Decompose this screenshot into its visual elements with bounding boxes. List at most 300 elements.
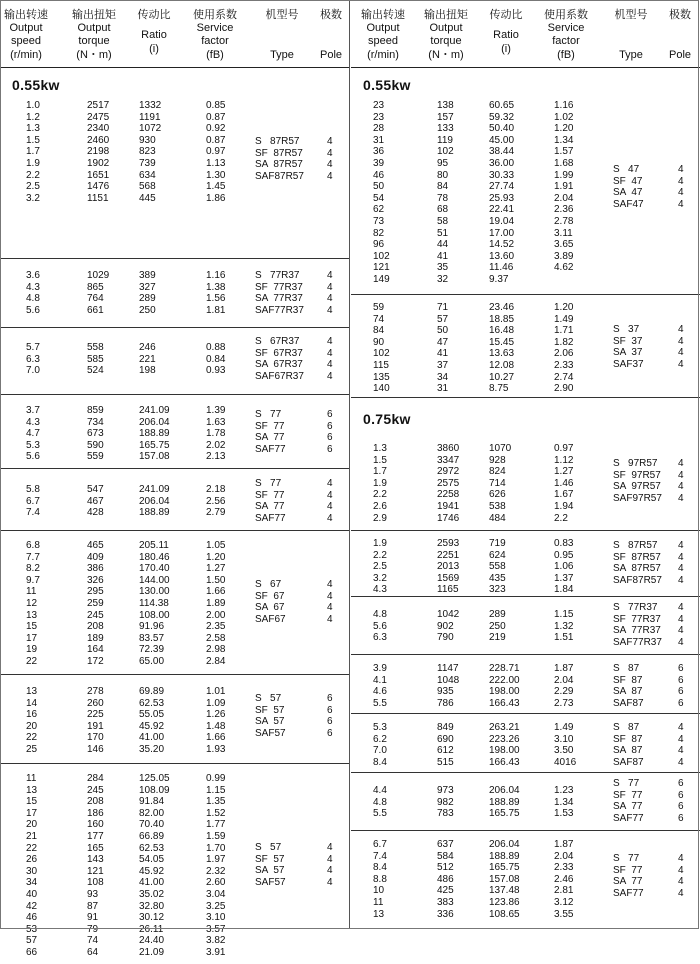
torque-cell: 558 [87,342,104,353]
ratio-cell: 206.04 [489,839,520,850]
speed-cell: 8.4 [373,756,387,768]
pole-value: 4 [678,469,684,481]
speed-cell: 11 [26,586,37,598]
speed-cell: 4.7 [26,428,40,440]
torque-cell: 902 [437,620,454,632]
factor-cell: 0.85 [206,100,226,111]
ratio-cell: 435 [489,572,506,584]
torque-cell: 2340 [87,123,110,135]
factor-cell: 3.65 [554,239,574,251]
speed-cell: 1.9 [373,477,387,489]
type-model: SAF57 [255,727,286,739]
speed-cell: 1.2 [26,111,40,123]
factor-cell: 2.90 [554,383,574,395]
motor-block [0,469,350,531]
ratio-cell: 198.00 [489,686,520,698]
ratio-cell: 27.74 [489,181,515,193]
torque-cell: 164 [87,644,104,656]
pole-value: 4 [678,347,684,359]
factor-cell: 2.33 [554,360,574,371]
header-type: 机型号 Type [614,8,648,61]
type-model: S 77 [255,478,282,489]
factor-cell: 1.56 [206,293,226,305]
speed-cell: 4.4 [373,785,387,796]
ratio-cell: 538 [489,501,506,512]
speed-cell: 22 [26,732,38,744]
type-model: SAF87R57 [255,170,304,182]
ratio-cell: 170.40 [139,563,170,575]
torque-cell: 47 [437,336,449,348]
speed-cell: 1.7 [373,466,387,478]
torque-cell: 157 [437,111,454,123]
factor-cell: 2.02 [206,439,226,451]
speed-cell: 57 [26,935,38,947]
motor-block [351,714,700,773]
factor-cell: 2.04 [554,674,574,686]
pole-value: 6 [327,727,333,739]
factor-cell: 2.84 [206,656,226,667]
factor-cell: 0.83 [554,538,574,549]
ratio-cell: 221 [139,353,156,365]
torque-cell: 95 [437,158,449,169]
torque-cell: 225 [87,709,104,721]
torque-cell: 1165 [437,584,459,596]
torque-cell: 661 [87,304,104,316]
ratio-cell: 206.04 [139,416,170,428]
factor-cell: 1.71 [554,325,574,337]
factor-cell: 2.36 [554,204,574,216]
ratio-cell: 114.38 [139,598,169,609]
speed-cell: 4.3 [26,281,40,293]
type-model: SF 57 [255,853,285,865]
speed-cell: 7.4 [26,507,40,519]
pole-value: 4 [327,501,333,513]
torque-cell: 465 [87,540,104,551]
ratio-cell: 108.09 [139,784,170,796]
power-rating: 0.55kw [12,77,60,93]
type-model: SA 67R37 [255,359,303,371]
pole-value: 4 [327,370,333,382]
ratio-cell: 1072 [139,123,162,135]
speed-cell: 4.3 [373,584,387,596]
pole-value: 4 [327,842,333,853]
ratio-cell: 55.05 [139,709,165,721]
speed-cell: 7.7 [26,551,40,563]
ratio-cell: 10.27 [489,371,515,383]
factor-cell: 1.46 [554,477,574,489]
motor-block [0,675,350,764]
factor-cell: 0.87 [206,134,226,146]
speed-cell: 9.7 [26,574,40,586]
torque-cell: 284 [87,773,104,784]
type-model: S 97R57 [613,458,658,469]
type-model: SA 87R57 [255,159,303,171]
pole-value: 6 [327,704,333,716]
type-model: SF 77 [255,489,285,501]
torque-cell: 409 [87,551,104,563]
speed-cell: 115 [373,360,389,371]
pole-value: 4 [678,551,684,563]
type-model: SF 77 [613,864,643,876]
speed-cell: 23 [373,111,385,123]
ratio-cell: 719 [489,538,506,549]
type-model: SAF77 [613,887,644,899]
ratio-cell: 123.86 [489,897,520,908]
torque-cell: 3860 [437,443,460,454]
speed-cell: 6.3 [373,632,387,644]
speed-cell: 16 [26,709,38,721]
torque-cell: 35 [437,262,449,274]
ratio-cell: 250 [139,304,156,316]
speed-cell: 25 [26,744,38,755]
ratio-cell: 125.05 [139,773,170,784]
torque-cell: 177 [87,831,104,842]
ratio-cell: 222.00 [489,674,520,686]
torque-cell: 186 [87,807,104,819]
ratio-cell: 66.89 [139,831,165,842]
speed-cell: 5.5 [373,697,387,709]
torque-cell: 425 [437,885,454,897]
factor-cell: 1.23 [554,785,574,796]
speed-cell: 13 [373,908,385,920]
pole-value: 4 [678,722,684,733]
factor-cell: 0.92 [206,123,226,135]
factor-cell: 1.06 [554,561,574,573]
factor-cell: 2.60 [206,877,226,889]
torque-cell: 32 [437,274,449,285]
ratio-cell: 188.89 [139,507,170,519]
type-model: S 77R37 [613,602,658,613]
header-torque: 输出扭矩 Output torque (N・m) [72,8,116,61]
ratio-cell: 157.08 [139,451,170,463]
pole-value: 4 [327,304,333,316]
torque-cell: 734 [87,416,104,428]
factor-cell: 1.16 [554,100,574,111]
type-model: SF 77R37 [255,281,303,293]
ratio-cell: 327 [139,281,156,293]
torque-cell: 515 [437,756,454,768]
factor-cell: 1.15 [554,609,574,620]
torque-cell: 1476 [87,181,110,193]
factor-cell: 1.57 [554,146,574,158]
torque-cell: 71 [437,302,449,313]
torque-cell: 1029 [87,270,110,281]
speed-cell: 13 [26,609,38,621]
type-model: SAF77 [613,812,644,824]
torque-cell: 1746 [437,512,460,524]
torque-cell: 165 [87,842,104,854]
speed-cell: 5.6 [26,304,40,316]
motor-block [351,531,700,597]
ratio-cell: 8.75 [489,383,509,395]
header-speed: 输出转速 Output speed (r/min) [361,8,405,61]
type-model: SF 77 [255,420,285,432]
column-divider [349,0,350,929]
speed-cell: 4.6 [373,686,387,698]
factor-cell: 1.68 [554,158,574,169]
factor-cell: 1.30 [206,169,226,181]
torque-cell: 108 [87,877,104,889]
header-speed: 输出转速 Output speed (r/min) [4,8,48,61]
speed-cell: 2.2 [373,549,387,561]
type-model: SF 67R37 [255,347,303,359]
motor-block [351,295,700,398]
type-model: SF 87 [613,674,643,686]
type-model: S 87R57 [613,540,658,551]
type-model: SAF57 [255,876,286,888]
pole-value: 6 [678,778,684,789]
torque-cell: 865 [87,281,104,293]
speed-cell: 6.8 [26,540,40,551]
ratio-cell: 15.45 [489,336,515,348]
speed-cell: 20 [26,819,38,831]
speed-cell: 5.3 [373,722,387,733]
ratio-cell: 72.39 [139,644,165,656]
torque-cell: 786 [437,697,454,709]
motor-block [0,395,350,469]
type-model: SAF77 [255,512,286,524]
ratio-cell: 626 [489,489,506,501]
torque-cell: 1151 [87,192,109,204]
factor-cell: 3.10 [554,733,574,745]
speed-cell: 66 [26,947,38,958]
ratio-cell: 289 [489,609,506,620]
speed-cell: 15 [26,796,38,808]
pole-value: 4 [678,481,684,493]
left-blocks [0,68,350,964]
factor-cell: 1.66 [206,732,226,744]
speed-cell: 3.2 [373,572,387,584]
torque-cell: 93 [87,889,99,900]
header-torque: 输出扭矩 Output torque (N・m) [424,8,468,61]
pole-value: 6 [678,686,684,698]
factor-cell: 1.87 [554,663,574,674]
pole-value: 4 [678,613,684,625]
pole-value: 6 [327,420,333,432]
speed-cell: 17 [26,807,38,819]
ratio-cell: 35.02 [139,889,165,900]
speed-cell: 54 [373,192,385,204]
factor-cell: 1.27 [554,466,574,478]
factor-cell: 2.58 [206,632,226,644]
factor-cell: 1.13 [206,158,226,169]
speed-cell: 5.7 [26,342,40,353]
type-model: SF 57 [255,704,285,716]
factor-cell: 2.46 [554,873,574,885]
speed-cell: 59 [373,302,385,313]
pole-value: 4 [678,358,684,370]
ratio-cell: 165.75 [489,862,520,874]
ratio-cell: 205.11 [139,540,169,551]
ratio-cell: 206.04 [489,785,520,796]
ratio-cell: 14.52 [489,239,515,251]
factor-cell: 1.77 [206,819,226,831]
pole-value: 4 [327,336,333,347]
pole-value: 4 [678,458,684,469]
pole-value: 4 [327,347,333,359]
factor-cell: 2.04 [554,850,574,862]
torque-cell: 935 [437,686,454,698]
factor-cell: 1.66 [206,586,226,598]
factor-cell: 1.97 [206,854,226,866]
type-model: S 67R37 [255,336,300,347]
type-model: SA 67 [255,602,285,614]
torque-cell: 1902 [87,158,110,169]
speed-cell: 6.2 [373,733,387,745]
speed-cell: 82 [373,227,385,239]
torque-cell: 160 [87,819,104,831]
header-type: 机型号 Type [265,8,299,61]
speed-cell: 74 [373,313,385,325]
factor-cell: 0.97 [206,146,226,158]
factor-cell: 1.12 [554,454,574,466]
type-model: SA 57 [255,716,285,728]
speed-cell: 20 [26,720,38,732]
speed-cell: 2.2 [373,489,387,501]
ratio-cell: 91.96 [139,621,165,633]
torque-cell: 590 [87,439,104,451]
torque-cell: 673 [87,428,104,440]
factor-cell: 3.91 [206,947,226,958]
ratio-cell: 389 [139,270,156,281]
speed-cell: 28 [373,123,385,135]
torque-cell: 383 [437,897,454,908]
torque-cell: 41 [437,348,449,360]
pole-value: 4 [327,512,333,524]
factor-cell: 1.48 [206,720,226,732]
ratio-cell: 62.53 [139,697,165,709]
torque-cell: 1147 [437,663,459,674]
factor-cell: 1.70 [206,842,226,854]
factor-cell: 1.15 [206,784,226,796]
speed-cell: 15 [26,621,38,633]
factor-cell: 1.34 [554,134,574,146]
factor-cell: 1.78 [206,428,226,440]
factor-cell: 2.13 [206,451,226,463]
ratio-cell: 11.46 [489,262,514,274]
speed-cell: 13 [26,784,38,796]
speed-cell: 84 [373,325,385,337]
motor-block [0,68,350,259]
factor-cell: 0.97 [554,443,574,454]
right-blocks [351,68,700,929]
type-model: SA 47 [613,187,643,199]
torque-cell: 121 [87,865,104,877]
type-model: SAF87 [613,756,644,768]
ratio-cell: 558 [489,561,506,573]
factor-cell: 1.45 [206,181,226,193]
factor-cell: 1.84 [554,584,574,596]
torque-cell: 119 [437,134,453,146]
torque-cell: 1569 [437,572,460,584]
pole-value: 6 [678,663,684,674]
table-header [0,0,350,68]
pole-value: 4 [327,293,333,305]
speed-cell: 3.9 [373,663,387,674]
speed-cell: 3.6 [26,270,40,281]
speed-cell: 6.3 [26,353,40,365]
torque-cell: 208 [87,796,104,808]
pole-value: 4 [678,756,684,768]
type-model: SA 77 [255,432,285,444]
torque-cell: 191 [87,720,104,732]
torque-cell: 585 [87,353,104,365]
torque-cell: 44 [437,239,449,251]
speed-cell: 73 [373,216,385,227]
pole-value: 6 [327,716,333,728]
factor-cell: 1.39 [206,405,226,416]
speed-cell: 8.2 [26,563,40,575]
factor-cell: 2.74 [554,371,574,383]
speed-cell: 1.3 [26,123,40,135]
ratio-cell: 45.00 [489,134,515,146]
speed-cell: 12 [26,598,38,609]
left-column [0,0,350,958]
factor-cell: 3.11 [554,227,573,239]
speed-cell: 102 [373,250,390,262]
pole-value: 4 [327,489,333,501]
factor-cell: 2.35 [206,621,226,633]
factor-cell: 2.2 [554,512,568,524]
torque-cell: 64 [87,947,99,958]
speed-cell: 7.0 [26,365,40,377]
speed-cell: 11 [26,773,37,784]
factor-cell: 1.93 [206,744,226,755]
pole-value: 4 [327,147,333,159]
torque-cell: 102 [437,146,454,158]
speed-cell: 53 [26,923,38,935]
speed-cell: 6.7 [26,495,40,507]
torque-cell: 326 [87,574,104,586]
factor-cell: 1.81 [206,304,226,316]
type-model: SAF87 [613,697,644,709]
factor-cell: 1.37 [554,572,574,584]
factor-cell: 1.51 [554,632,574,644]
ratio-cell: 188.89 [489,796,520,808]
pole-value: 4 [327,359,333,371]
pole-value: 4 [327,590,333,602]
factor-cell: 1.20 [554,123,574,135]
type-model: SA 37 [613,347,643,359]
ratio-cell: 219 [489,632,506,644]
pole-value: 4 [678,636,684,648]
speed-cell: 11 [373,897,384,908]
torque-cell: 973 [437,785,454,796]
factor-cell: 3.55 [554,908,574,920]
speed-cell: 7.0 [373,745,387,757]
type-model: SAF37 [613,358,644,370]
type-model: S 77R37 [255,270,300,281]
torque-cell: 2575 [437,477,460,489]
ratio-cell: 241.09 [139,484,170,495]
ratio-cell: 38.44 [489,146,515,158]
torque-cell: 295 [87,586,104,598]
ratio-cell: 12.08 [489,360,515,371]
torque-cell: 336 [437,908,454,920]
type-model: SA 87R57 [613,563,661,575]
motor-block [351,655,700,714]
torque-cell: 260 [87,697,104,709]
torque-cell: 84 [437,181,449,193]
factor-cell: 2.06 [554,348,574,360]
factor-cell: 2.04 [554,192,574,204]
ratio-cell: 60.65 [489,100,515,111]
pole-value: 4 [327,136,333,147]
pole-value: 4 [678,574,684,586]
torque-cell: 2517 [87,100,110,111]
torque-cell: 2013 [437,561,460,573]
ratio-cell: 165.75 [139,439,170,451]
